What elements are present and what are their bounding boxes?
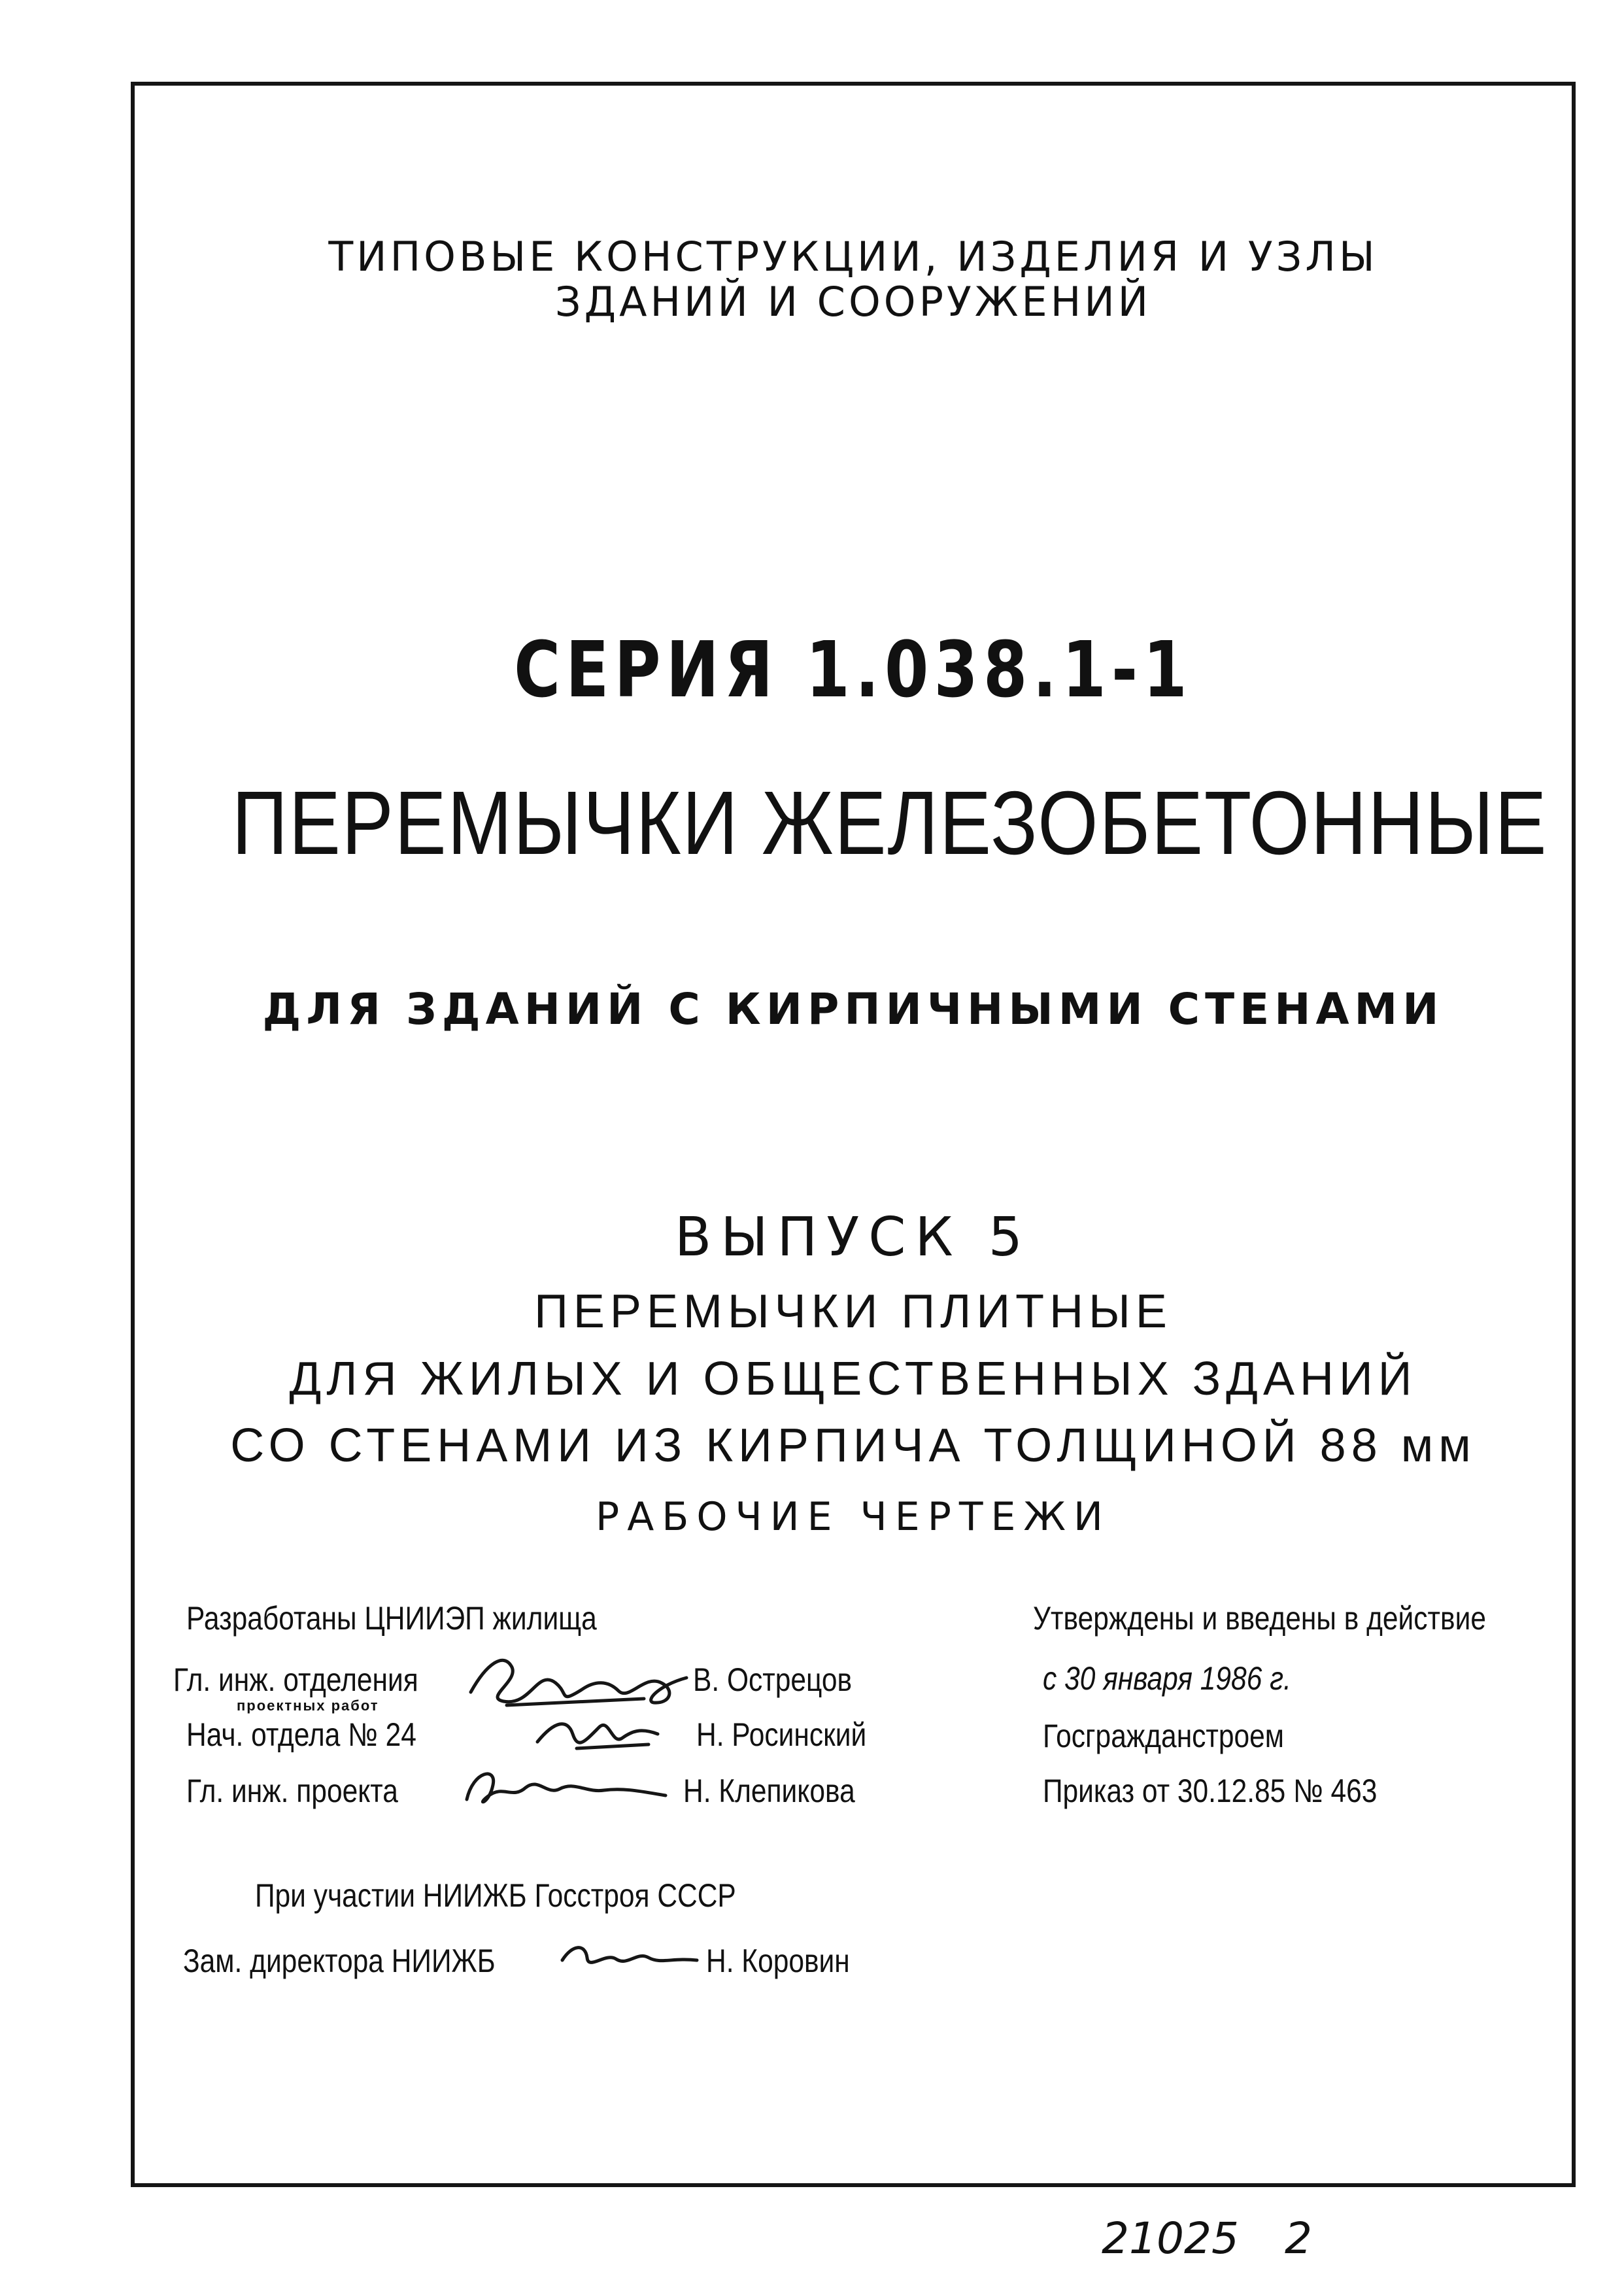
issue-number: ВЫПУСК 5	[675, 1206, 1032, 1268]
series-title: СЕРИЯ 1.038.1-1	[514, 624, 1193, 715]
main-title: ПЕРЕМЫЧКИ ЖЕЛЕЗОБЕТОННЫЕ	[231, 773, 1548, 874]
developed-label: Разработаны ЦНИИЭП жилища	[186, 1600, 597, 1637]
position-chief-engineer-department: Гл. инж. отделения	[173, 1661, 418, 1698]
name-ostretsov: В. Острецов	[693, 1661, 853, 1698]
sheet-number: 2	[1285, 2213, 1312, 2264]
issue-line-2: ДЛЯ ЖИЛЫХ И ОБЩЕСТВЕННЫХ ЗДАНИЙ	[289, 1353, 1417, 1405]
position-note: проектных работ	[237, 1697, 379, 1714]
participation-line: При участии НИИЖБ Госстроя СССР	[255, 1877, 736, 1914]
approval-authority: Госгражданстроем	[1043, 1718, 1285, 1754]
signature-korovin	[556, 1935, 706, 1981]
document-number: 21025	[1102, 2213, 1239, 2264]
header-line-1: ТИПОВЫЕ КОНСТРУКЦИИ, ИЗДЕЛИЯ И УЗЛЫ	[328, 233, 1378, 280]
document-frame	[131, 82, 1576, 2187]
position-project-chief-engineer: Гл. инж. проекта	[186, 1773, 398, 1809]
issue-line-4: РАБОЧИЕ ЧЕРТЕЖИ	[596, 1494, 1111, 1540]
name-korovin: Н. Коровин	[706, 1943, 850, 1979]
approval-order: Приказ от 30.12.85 № 463	[1043, 1773, 1378, 1809]
deputy-director-position: Зам. директора НИИЖБ	[183, 1943, 496, 1979]
name-rosinsky: Н. Росинский	[696, 1716, 867, 1753]
name-klepikova: Н. Клепикова	[683, 1773, 855, 1809]
approval-line-1: Утверждены и введены в действие	[1033, 1600, 1486, 1637]
header-line-2: ЗДАНИЙ И СООРУЖЕНИЙ	[554, 278, 1152, 326]
signature-klepikova	[458, 1759, 673, 1821]
issue-line-1: ПЕРЕМЫЧКИ ПЛИТНЫЕ	[534, 1285, 1172, 1338]
position-department-head: Нач. отдела № 24	[186, 1716, 416, 1753]
issue-line-3: СО СТЕНАМИ ИЗ КИРПИЧА ТОЛЩИНОЙ 88 мм	[230, 1420, 1476, 1472]
approval-date: с 30 января 1986 г.	[1043, 1660, 1291, 1697]
signature-rosinsky	[531, 1708, 668, 1763]
document-subtitle: ДЛЯ ЗДАНИЙ С КИРПИЧНЫМИ СТЕНАМИ	[262, 984, 1444, 1034]
